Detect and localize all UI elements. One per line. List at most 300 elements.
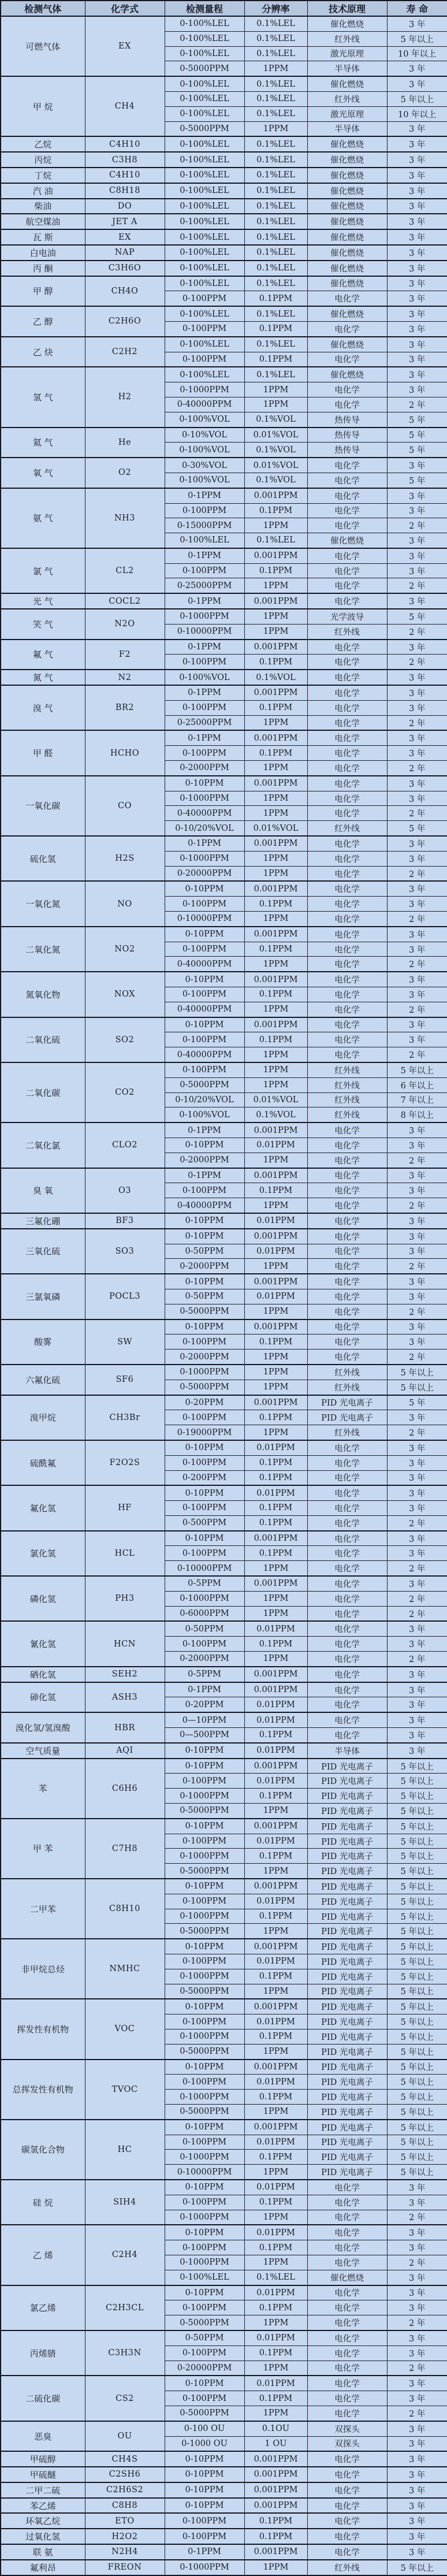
gas-name-cell: 氟利昂 <box>1 2560 85 2575</box>
table-row <box>1 229 447 245</box>
table-row <box>1 1485 447 1500</box>
lifespan-cell: 5 年 <box>387 1395 447 1410</box>
resolution-cell: 0.1PPM <box>244 291 307 306</box>
range-cell: 0-100%LEL <box>165 16 244 31</box>
range-cell: 0-10/20%VOL <box>165 1092 244 1107</box>
range-cell: 0-20000PPM <box>165 866 244 881</box>
table-row <box>1 1319 447 1335</box>
formula-cell: HCHO <box>85 730 165 775</box>
principle-cell: 双探头 <box>307 2436 387 2451</box>
range-cell: 0-100PPM <box>165 291 244 306</box>
range-cell: 0-10PPM <box>165 1138 244 1153</box>
range-cell: 0-2000PPM <box>165 1350 244 1365</box>
formula-cell: POCL3 <box>85 1274 165 1319</box>
table-row <box>1 2482 447 2498</box>
principle-cell: PID 光电离子 <box>307 1789 387 1804</box>
lifespan-cell: 3 年 <box>387 1183 447 1198</box>
resolution-cell: 0.1PPM <box>244 1728 307 1743</box>
table-row <box>1 1017 447 1032</box>
lifespan-cell: 5 年以上 <box>387 1954 447 1969</box>
resolution-cell: 0.1PPM <box>244 1032 307 1047</box>
principle-cell: 电化学 <box>307 791 387 806</box>
resolution-cell: 0.01PPM <box>244 1485 307 1500</box>
range-cell: 0-20000PPM <box>165 2361 244 2376</box>
range-cell: 0-10PPM <box>165 1274 244 1289</box>
gas-name-cell: 磷化氢 <box>1 1576 85 1621</box>
principle-cell: PID 光电离子 <box>307 2029 387 2044</box>
resolution-cell: 0.1%LEL <box>244 106 307 121</box>
resolution-cell: 0.001PPM <box>244 2120 307 2135</box>
lifespan-cell: 3 年 <box>387 1017 447 1032</box>
principle-cell: 电化学 <box>307 578 387 593</box>
lifespan-cell: 5 年以上 <box>387 2014 447 2029</box>
resolution-cell: 0.1%VOL <box>244 473 307 488</box>
lifespan-cell: 3 年 <box>387 851 447 866</box>
range-cell: 0-100%LEL <box>165 183 244 199</box>
principle-cell: 电化学 <box>307 1350 387 1365</box>
formula-cell: N2 <box>85 670 165 685</box>
lifespan-cell: 3 年 <box>387 1501 447 1516</box>
table-row <box>1 881 447 896</box>
lifespan-cell: 3 年 <box>387 987 447 1002</box>
principle-cell: 电化学 <box>307 2225 387 2240</box>
principle-cell: 电化学 <box>307 2391 387 2406</box>
lifespan-cell: 2 年 <box>387 1515 447 1530</box>
principle-cell: 电化学 <box>307 1637 387 1652</box>
lifespan-cell: 3 年 <box>387 533 447 548</box>
lifespan-cell: 3 年 <box>387 1335 447 1350</box>
principle-cell: 电化学 <box>307 2255 387 2270</box>
table-row <box>1 670 447 685</box>
principle-cell: 催化燃烧 <box>307 367 387 382</box>
resolution-cell: 0.01%VOL <box>244 821 307 836</box>
principle-cell: 电化学 <box>307 1470 387 1485</box>
lifespan-cell: 3 年 <box>387 791 447 806</box>
resolution-cell: 0.001PPM <box>244 2451 307 2467</box>
lifespan-cell: 2 年 <box>387 1304 447 1319</box>
lifespan-cell: 3 年 <box>387 1244 447 1259</box>
principle-cell: 电化学 <box>307 563 387 578</box>
principle-cell: 电化学 <box>307 1047 387 1062</box>
range-cell: 0-100PPM <box>165 503 244 518</box>
range-cell: 0-100PPM <box>165 2513 244 2529</box>
formula-cell: BR2 <box>85 685 165 730</box>
resolution-cell: 0.1PPM <box>244 1969 307 1984</box>
range-cell: 0-100PPM <box>165 1062 244 1077</box>
range-cell: 0-5PPM <box>165 1576 244 1591</box>
principle-cell: PID 光电离子 <box>307 1924 387 1939</box>
resolution-cell: 1PPM <box>244 382 307 397</box>
resolution-cell: 0.001PPM <box>244 1274 307 1289</box>
gas-name-cell: 瓦 斯 <box>1 229 85 245</box>
resolution-cell: 0.1%LEL <box>244 46 307 61</box>
range-cell: 0-100PPM <box>165 2391 244 2406</box>
range-cell: 0-100%VOL <box>165 1107 244 1122</box>
lifespan-cell: 2 年 <box>387 1606 447 1621</box>
principle-cell: 热传导 <box>307 412 387 427</box>
range-cell: 0-5000PPM <box>165 1804 244 1819</box>
range-cell: 0-10PPM <box>165 2376 244 2391</box>
gas-name-cell: 三氯氧磷 <box>1 1274 85 1319</box>
lifespan-cell: 2 年 <box>387 2361 447 2376</box>
lifespan-cell: 2 年 <box>387 578 447 593</box>
principle-cell: 电化学 <box>307 1728 387 1743</box>
resolution-cell: 0.001PPM <box>244 640 307 655</box>
resolution-cell: 0.1PPM <box>244 1455 307 1470</box>
lifespan-cell: 3 年 <box>387 1667 447 1682</box>
gas-name-cell: 酸雾 <box>1 1319 85 1365</box>
gas-name-cell: 航空煤油 <box>1 214 85 229</box>
gas-name-cell: 甲 苯 <box>1 1819 85 1879</box>
lifespan-cell: 3 年 <box>387 2467 447 2482</box>
lifespan-cell: 3 年 <box>387 2544 447 2560</box>
lifespan-cell: 5 年以上 <box>387 1380 447 1395</box>
range-cell: 0-5000PPM <box>165 2406 244 2421</box>
range-cell: 0-1000PPM <box>165 1909 244 1924</box>
table-row <box>1 1576 447 1591</box>
principle-cell: 电化学 <box>307 1304 387 1319</box>
table-row <box>1 730 447 745</box>
resolution-cell: 0.1PPM <box>244 503 307 518</box>
resolution-cell: 0.001PPM <box>244 1759 307 1774</box>
formula-cell: DO <box>85 199 165 214</box>
lifespan-cell: 3 年 <box>387 503 447 518</box>
formula-cell: SEH2 <box>85 1667 165 1682</box>
table-row <box>1 458 447 473</box>
resolution-cell: 0.001PPM <box>244 2498 307 2514</box>
range-cell: 0-10/20%VOL <box>165 821 244 836</box>
table-row <box>1 2513 447 2529</box>
principle-cell: 电化学 <box>307 1153 387 1168</box>
lifespan-cell: 3 年 <box>387 2376 447 2391</box>
table-row <box>1 1759 447 1774</box>
resolution-cell: 1PPM <box>244 578 307 593</box>
formula-cell: SO2 <box>85 1017 165 1062</box>
resolution-cell: 1PPM <box>244 1804 307 1819</box>
principle-cell: 电化学 <box>307 972 387 987</box>
table-row <box>1 76 447 91</box>
principle-cell: 电化学 <box>307 2210 387 2225</box>
principle-cell: 电化学 <box>307 640 387 655</box>
range-cell: 0-40000PPM <box>165 1198 244 1213</box>
resolution-cell: 0.001PPM <box>244 1576 307 1591</box>
lifespan-cell: 3 年 <box>387 1728 447 1743</box>
resolution-cell: 0.1PPM <box>244 321 307 336</box>
resolution-cell: 0.1%LEL <box>244 152 307 168</box>
range-cell: 0-100PPM <box>165 1410 244 1425</box>
principle-cell: 热传导 <box>307 443 387 458</box>
lifespan-cell: 2 年 <box>387 912 447 927</box>
lifespan-cell: 3 年 <box>387 1712 447 1727</box>
range-cell: 0-100%LEL <box>165 31 244 46</box>
resolution-cell: 1PPM <box>244 791 307 806</box>
range-cell: 0-10PPM <box>165 1743 244 1759</box>
formula-cell: BF3 <box>85 1213 165 1229</box>
lifespan-cell: 3 年 <box>387 306 447 321</box>
resolution-cell: 0.1PPM <box>244 1335 307 1350</box>
lifespan-cell: 5 年以上 <box>387 2150 447 2165</box>
formula-cell: NOX <box>85 972 165 1017</box>
gas-name-cell: 氢 气 <box>1 367 85 427</box>
resolution-cell: 1PPM <box>244 1153 307 1168</box>
resolution-cell: 0.1PPM <box>244 2529 307 2544</box>
resolution-cell: 0.001PPM <box>244 776 307 791</box>
gas-name-cell: 砷化氢 <box>1 1682 85 1713</box>
formula-cell: C8H8 <box>85 2498 165 2514</box>
formula-cell: N2H4 <box>85 2544 165 2560</box>
lifespan-cell: 3 年 <box>387 2330 447 2345</box>
principle-cell: 红外线 <box>307 1380 387 1395</box>
principle-cell: 电化学 <box>307 2361 387 2376</box>
principle-cell: 电化学 <box>307 593 387 609</box>
lifespan-cell: 3 年 <box>387 1032 447 1047</box>
lifespan-cell: 3 年 <box>387 972 447 987</box>
principle-cell: 电化学 <box>307 2467 387 2482</box>
table-row <box>1 214 447 229</box>
range-cell: 0-2000PPM <box>165 761 244 776</box>
principle-cell: PID 光电离子 <box>307 1909 387 1924</box>
table-row <box>1 428 447 443</box>
formula-cell: CL2 <box>85 548 165 593</box>
formula-cell: C2H6S2 <box>85 2482 165 2498</box>
formula-cell: EX <box>85 229 165 245</box>
range-cell: 0-5000PPM <box>165 1304 244 1319</box>
principle-cell: PID 光电离子 <box>307 1879 387 1894</box>
principle-cell: 电化学 <box>307 1682 387 1697</box>
principle-cell: 电化学 <box>307 1032 387 1047</box>
lifespan-cell: 5 年 <box>387 428 447 443</box>
lifespan-cell: 5 年以上 <box>387 1062 447 1077</box>
gas-name-cell: 氯 气 <box>1 548 85 593</box>
range-cell: 0-30%VOL <box>165 458 244 473</box>
table-row <box>1 1062 447 1077</box>
gas-name-cell: 氟 气 <box>1 640 85 670</box>
resolution-cell: 1PPM <box>244 2315 307 2330</box>
resolution-cell: 0.001PPM <box>244 1319 307 1335</box>
principle-cell: PID 光电离子 <box>307 2165 387 2180</box>
resolution-cell: 1PPM <box>244 1380 307 1395</box>
formula-cell: SIH4 <box>85 2180 165 2225</box>
lifespan-cell: 2 年 <box>387 624 447 639</box>
header-principle: 技术原理 <box>307 1 387 16</box>
table-row <box>1 1395 447 1410</box>
resolution-cell: 0.1PPM <box>244 655 307 670</box>
principle-cell: 热传导 <box>307 428 387 443</box>
lifespan-cell: 3 年 <box>387 730 447 745</box>
resolution-cell: 0.1%VOL <box>244 443 307 458</box>
lifespan-cell: 3 年 <box>387 2270 447 2285</box>
resolution-cell: 0.001PPM <box>244 548 307 563</box>
resolution-cell: 0.01PPM <box>244 2135 307 2150</box>
range-cell: 0-100%LEL <box>165 261 244 276</box>
range-cell: 0-100PPM <box>165 897 244 912</box>
resolution-cell: 0.01PPM <box>244 1894 307 1909</box>
gas-name-cell: 氧 气 <box>1 458 85 488</box>
range-cell: 0-100PPM <box>165 655 244 670</box>
principle-cell: 电化学 <box>307 1017 387 1032</box>
range-cell: 0-50PPM <box>165 2330 244 2345</box>
range-cell: 0-10PPM <box>165 2225 244 2240</box>
range-cell: 0-100%LEL <box>165 76 244 91</box>
table-row <box>1 2544 447 2560</box>
principle-cell: 电化学 <box>307 1138 387 1153</box>
resolution-cell: 0.001PPM <box>244 836 307 851</box>
lifespan-cell: 5 年以上 <box>387 1999 447 2014</box>
lifespan-cell: 3 年 <box>387 836 447 851</box>
lifespan-cell: 3 年 <box>387 2513 447 2529</box>
gas-name-cell: 硫化氢 <box>1 836 85 881</box>
range-cell: 0-100PPM <box>165 1834 244 1849</box>
gas-name-cell: 三氟化硼 <box>1 1213 85 1229</box>
lifespan-cell: 3 年 <box>387 2482 447 2498</box>
resolution-cell: 1PPM <box>244 1984 307 1999</box>
range-cell: 0-10PPM <box>165 2451 244 2467</box>
principle-cell: 电化学 <box>307 503 387 518</box>
resolution-cell: 0.1PPM <box>244 987 307 1002</box>
range-cell: 0-40000PPM <box>165 806 244 821</box>
range-cell: 0-40000PPM <box>165 1002 244 1017</box>
formula-cell: C3H8 <box>85 152 165 168</box>
principle-cell: 电化学 <box>307 352 387 367</box>
range-cell: 0-10PPM <box>165 1531 244 1546</box>
lifespan-cell: 3 年 <box>387 337 447 352</box>
principle-cell: 电化学 <box>307 1621 387 1636</box>
resolution-cell: 0.001PPM <box>244 2467 307 2482</box>
principle-cell: 催化燃烧 <box>307 276 387 291</box>
gas-name-cell: 二甲二硫 <box>1 2482 85 2498</box>
formula-cell: CH4S <box>85 2451 165 2467</box>
lifespan-cell: 3 年 <box>387 685 447 700</box>
range-cell: 0-5000PPM <box>165 1380 244 1395</box>
range-cell: 0-5000PPM <box>165 2315 244 2330</box>
resolution-cell: 1PPM <box>244 866 307 881</box>
principle-cell: 催化燃烧 <box>307 533 387 548</box>
header-row <box>1 1 447 16</box>
table-row <box>1 16 447 31</box>
range-cell: 0-100PPM <box>165 1455 244 1470</box>
range-cell: 0-10PPM <box>165 1440 244 1455</box>
lifespan-cell: 3 年 <box>387 593 447 609</box>
lifespan-cell: 3 年 <box>387 2529 447 2544</box>
gas-name-cell: 丙烯腈 <box>1 2330 85 2376</box>
gas-name-cell: 笑 气 <box>1 609 85 640</box>
range-cell: 0-100%LEL <box>165 337 244 352</box>
lifespan-cell: 3 年 <box>387 291 447 306</box>
table-row <box>1 488 447 503</box>
principle-cell: 红外线 <box>307 1077 387 1092</box>
resolution-cell: 1PPM <box>244 1425 307 1440</box>
principle-cell: 电化学 <box>307 1561 387 1576</box>
range-cell: 0-100PPM <box>165 2345 244 2361</box>
range-cell: 0-5000PPM <box>165 1984 244 1999</box>
lifespan-cell: 3 年 <box>387 152 447 168</box>
range-cell: 0-1PPM <box>165 1122 244 1138</box>
range-cell: 0-1000PPM <box>165 2210 244 2225</box>
lifespan-cell: 3 年 <box>387 2421 447 2436</box>
formula-cell: C2H4 <box>85 2225 165 2285</box>
range-cell: 0—500PPM <box>165 1728 244 1743</box>
resolution-cell: 0.1PPM <box>244 746 307 761</box>
lifespan-cell: 5 年以上 <box>387 1984 447 1999</box>
principle-cell: PID 光电离子 <box>307 2135 387 2150</box>
lifespan-cell: 5 年以上 <box>387 2029 447 2044</box>
resolution-cell: 1PPM <box>244 2044 307 2059</box>
range-cell: 0-100PPM <box>165 352 244 367</box>
formula-cell: SO3 <box>85 1229 165 1274</box>
lifespan-cell: 3 年 <box>387 1274 447 1289</box>
formula-cell: EX <box>85 16 165 76</box>
range-cell: 0-100PPM <box>165 1501 244 1516</box>
resolution-cell: 0.1%LEL <box>244 183 307 199</box>
gas-name-cell: 二氧化碳 <box>1 1062 85 1122</box>
resolution-cell: 1PPM <box>244 715 307 730</box>
resolution-cell: 0.1%LEL <box>244 31 307 46</box>
formula-cell: NMHC <box>85 1939 165 1999</box>
lifespan-cell: 3 年 <box>387 1697 447 1712</box>
lifespan-cell: 3 年 <box>387 382 447 397</box>
principle-cell: PID 光电离子 <box>307 2120 387 2135</box>
lifespan-cell: 3 年 <box>387 881 447 896</box>
lifespan-cell: 2 年 <box>387 761 447 776</box>
principle-cell: 催化燃烧 <box>307 152 387 168</box>
resolution-cell: 1PPM <box>244 1561 307 1576</box>
gas-name-cell: 溴甲烷 <box>1 1395 85 1440</box>
lifespan-cell: 3 年 <box>387 670 447 685</box>
resolution-cell: 0.1PPM <box>244 1501 307 1516</box>
gas-name-cell: 丁烷 <box>1 168 85 183</box>
formula-cell: C2H6O <box>85 306 165 337</box>
principle-cell: 催化燃烧 <box>307 16 387 31</box>
formula-cell: NH3 <box>85 488 165 548</box>
gas-name-cell: 乙 烯 <box>1 2225 85 2285</box>
resolution-cell: 0.1%VOL <box>244 1107 307 1122</box>
gas-name-cell: 总挥发性有机物 <box>1 2060 85 2120</box>
principle-cell: 电化学 <box>307 1259 387 1274</box>
resolution-cell: 0.01PPM <box>244 2330 307 2345</box>
formula-cell: C2H3CL <box>85 2285 165 2330</box>
resolution-cell: 0.01PPM <box>244 1440 307 1455</box>
principle-cell: 催化燃烧 <box>307 229 387 245</box>
lifespan-cell: 5 年 <box>387 821 447 836</box>
principle-cell: 红外线 <box>307 821 387 836</box>
lifespan-cell: 5 年以上 <box>387 1834 447 1849</box>
range-cell: 0-100%VOL <box>165 473 244 488</box>
range-cell: 0-100%LEL <box>165 229 244 245</box>
principle-cell: PID 光电离子 <box>307 1864 387 1879</box>
table-row <box>1 2467 447 2482</box>
resolution-cell: 0.1PPM <box>244 897 307 912</box>
gas-name-cell: 硅 烷 <box>1 2180 85 2225</box>
resolution-cell: 0.01PPM <box>244 1743 307 1759</box>
lifespan-cell: 7 年以上 <box>387 1092 447 1107</box>
principle-cell: 双探头 <box>307 2421 387 2436</box>
resolution-cell: 0.001PPM <box>244 1168 307 1183</box>
resolution-cell: 0.1PPM <box>244 2391 307 2406</box>
principle-cell: 电化学 <box>307 670 387 685</box>
resolution-cell: 0.1%LEL <box>244 16 307 31</box>
lifespan-cell: 2 年 <box>387 1652 447 1667</box>
resolution-cell: 0.001PPM <box>244 2060 307 2075</box>
range-cell: 0-100%LEL <box>165 199 244 214</box>
lifespan-cell: 2 年 <box>387 2255 447 2270</box>
range-cell: 0-1000PPM <box>165 2560 244 2575</box>
range-cell: 0-10PPM <box>165 1213 244 1229</box>
lifespan-cell: 3 年 <box>387 563 447 578</box>
range-cell: 0-20PPM <box>165 1697 244 1712</box>
lifespan-cell: 3 年 <box>387 1138 447 1153</box>
resolution-cell: 0.1%VOL <box>244 412 307 427</box>
lifespan-cell: 3 年 <box>387 927 447 942</box>
